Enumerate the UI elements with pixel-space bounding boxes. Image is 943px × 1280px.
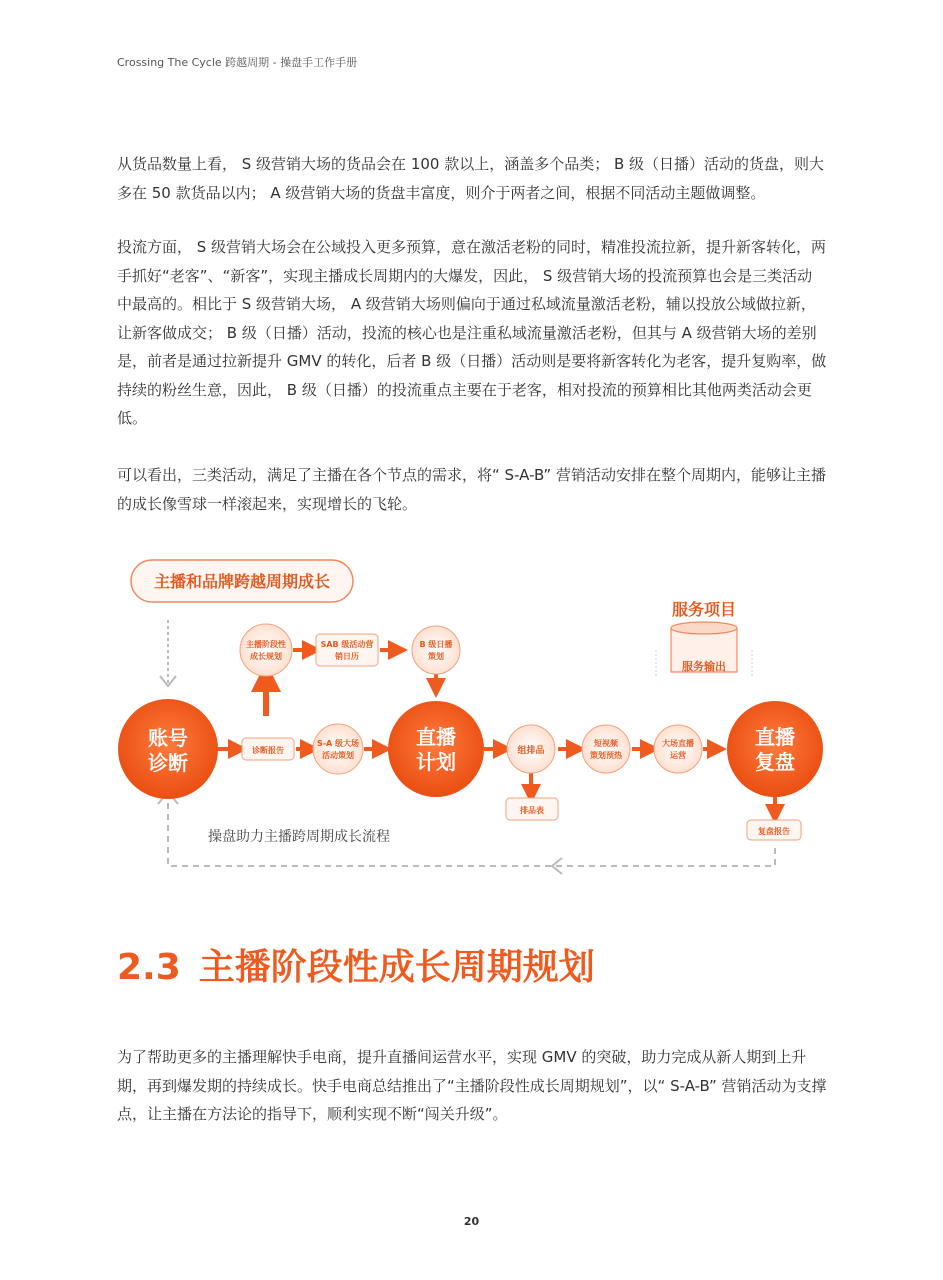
node-review-line1: 直播: [755, 725, 795, 749]
svg-text:SAB 级活动营: SAB 级活动营: [320, 640, 374, 649]
paragraph-traffic: 投流方面， S 级营销大场会在公域投入更多预算，意在激活老粉的同时，精准投流拉新，提升新客转化，两手抓好“老客”、“新客”，实现主播成长周期内的大爆发，因此， S 级营销大场的投流预算也会是三类活动中最高的。相比于 S 级营销大场， A 级营销大场则偏向于通过私域流量激活老粉，辅以投放公域做拉新，让新客做成交； B 级（日播）活动，投流的核心也是注重私域流量激活老粉，但其与 A 级营销大场的差别是，前者是通过拉新提升 GMV 的转化，后者 B 级（日播）活动则是要将新客转化为老客，提升复购率，做持续的粉丝生意，因此， B 级（日播）的投流重点主要在于老客，相对投流的预算相比其他两类活动会更低。: [117, 238, 827, 427]
paragraph-summary: 可以看出，三类活动，满足了主播在各个节点的需求，将“ S-A-B” 营销活动安排在整个周期内，能够让主播的成长像雪球一样滚起来，实现增长的飞轮。: [117, 466, 826, 513]
page-number: 20: [463, 1215, 480, 1228]
running-header: Crossing The Cycle 跨越周期 - 操盘手工作手册: [117, 56, 358, 69]
node-review-line2: 复盘: [755, 750, 795, 774]
svg-text:S-A 级大场: S-A 级大场: [316, 739, 360, 748]
node-product-table: [506, 798, 558, 820]
svg-text:诊断报告: 诊断报告: [252, 746, 284, 755]
svg-text:大场直播: 大场直播: [662, 739, 694, 748]
node-diagnosis-line2: 诊断: [148, 751, 188, 775]
top-banner: [131, 560, 353, 602]
service-output-label: 服务输出: [682, 660, 726, 673]
node-sab-calendar: [316, 634, 378, 666]
service-item: [656, 600, 752, 678]
node-live-review: [727, 701, 823, 797]
svg-text:排品表: 排品表: [520, 806, 544, 815]
node-account-diagnosis: [118, 699, 218, 799]
svg-text:组排品: 组排品: [517, 746, 545, 756]
diagram-caption: 操盘助力主播跨周期成长流程: [208, 829, 390, 845]
node-live-plan: [388, 701, 484, 797]
node-plan-line2: 计划: [416, 750, 456, 774]
node-video-preheat: [582, 725, 630, 773]
service-title: 服务项目: [671, 600, 737, 619]
section-heading: [117, 940, 595, 996]
svg-text:策划预热: 策划预热: [590, 751, 622, 760]
top-banner-label: 主播和品牌跨越周期成长: [153, 572, 331, 591]
node-growth-plan: [240, 624, 292, 676]
svg-text:短视频: 短视频: [594, 739, 618, 748]
svg-text:活动策划: 活动策划: [322, 751, 354, 760]
svg-text:销日历: 销日历: [335, 652, 359, 661]
node-sa-plan: [313, 724, 363, 774]
svg-text:策划: 策划: [428, 652, 444, 661]
paragraph-product-count: 从货品数量上看， S 级营销大场的货品会在 100 款以上，涵盖多个品类； B 级（日播）活动的货盘，则大多在 50 款货品以内； A 级营销大场的货盘丰富度，则介于两者之间，根据不同活动主题做调整。: [117, 155, 825, 202]
svg-text:成长规划: 成长规划: [250, 652, 282, 661]
node-product-group: [507, 725, 555, 773]
svg-text:主播阶段性: 主播阶段性: [246, 640, 286, 649]
svg-text:复盘报告: 复盘报告: [758, 827, 790, 836]
node-diagnosis-report: [242, 738, 294, 760]
section-number: 2.3: [117, 947, 181, 988]
paragraph-intro: 为了帮助更多的主播理解快手电商，提升直播间运营水平，实现 GMV 的突破，助力完成从新人期到上升期，再到爆发期的持续成长。快手电商总结推出了“主播阶段性成长周期规划”，以“ S-A-B” 营销活动为支撑点，让主播在方法论的指导下，顺利实现不断“闯关升级”。: [117, 1048, 827, 1123]
node-review-report: [747, 820, 801, 840]
section-title: 主播阶段性成长周期规划: [198, 947, 595, 988]
node-plan-line1: 直播: [416, 725, 456, 749]
svg-text:运营: 运营: [670, 751, 686, 760]
growth-flow-diagram: [100, 548, 840, 878]
node-live-operation: [654, 725, 702, 773]
node-diagnosis-line1: 账号: [148, 726, 188, 750]
node-b-daily-plan: [412, 626, 460, 674]
svg-text:B 级日播: B 级日播: [419, 640, 453, 649]
